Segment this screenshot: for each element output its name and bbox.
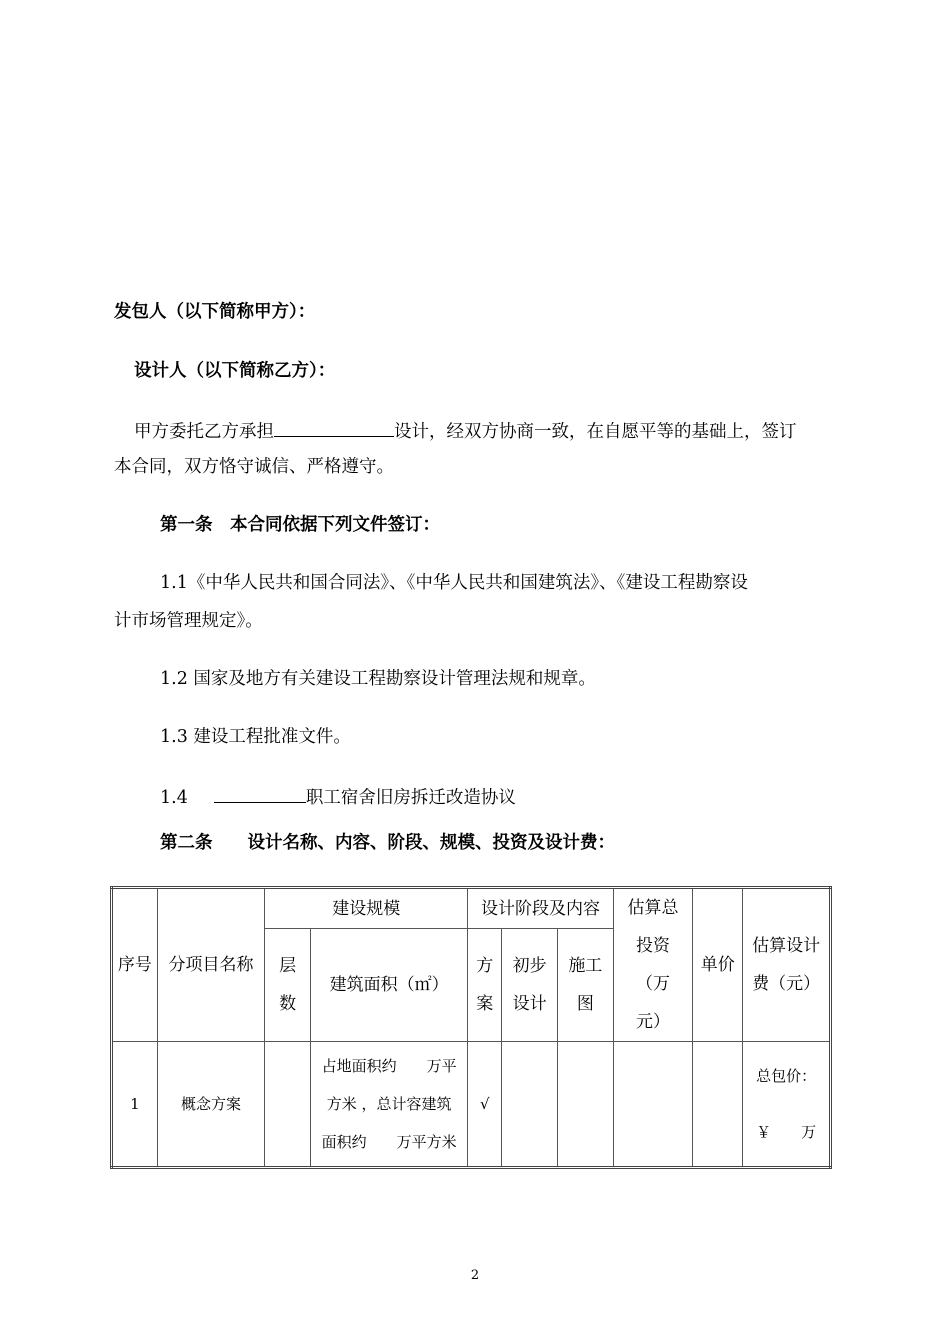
- header-prelim-l1: 初步: [512, 956, 547, 977]
- header-floors: [265, 929, 311, 1042]
- row-area-l3: 面积约 万平方米: [321, 1133, 457, 1151]
- row-area-l1: 占地面积约 万平: [321, 1057, 457, 1075]
- header-stage: 设计阶段及内容: [468, 888, 613, 929]
- item-1-4-number: 1.4: [160, 788, 188, 808]
- row-unit-price: [693, 1042, 743, 1168]
- item-1-4-blank: [214, 784, 306, 803]
- party-a-label: 发包人（以下简称甲方）：: [114, 302, 316, 322]
- header-unit-price: 单价: [693, 888, 743, 1042]
- header-invest-l3: （万: [636, 974, 671, 994]
- item-1-1-line1: 1.1《中华人民共和国合同法》、《中华人民共和国建筑法》、《建设工程勘察设: [160, 573, 748, 593]
- header-area: 建筑面积（㎡）: [311, 929, 468, 1042]
- header-scheme: [468, 929, 502, 1042]
- party-b-label: 设计人（以下简称乙方）：: [134, 361, 336, 381]
- entrust-text-before: 甲方委托乙方承担: [134, 422, 274, 442]
- item-1-4: [160, 784, 516, 809]
- design-fee-table: [110, 886, 832, 1169]
- header-invest-l1: 估算总: [627, 898, 679, 918]
- entrust-paragraph-line1: [134, 418, 797, 443]
- header-seq: 序号: [112, 888, 158, 1042]
- header-fee: [743, 888, 831, 1042]
- row-scheme: √: [468, 1042, 502, 1168]
- row-name: 概念方案: [157, 1042, 264, 1168]
- item-1-2: 1.2 国家及地方有关建设工程勘察设计管理法规和规章。: [160, 669, 596, 689]
- header-construct: [557, 929, 613, 1042]
- row-prelim: [502, 1042, 558, 1168]
- header-item-name: 分项目名称: [157, 888, 264, 1042]
- row-fee: [743, 1042, 831, 1168]
- project-blank: [274, 418, 394, 437]
- item-1-3: 1.3 建设工程批准文件。: [160, 727, 351, 747]
- row-invest: [613, 1042, 693, 1168]
- row-construct: [557, 1042, 613, 1168]
- header-fee-l1: 估算设计: [752, 936, 821, 956]
- header-construct-l1: 施工: [568, 956, 603, 977]
- header-invest-l2: 投资: [636, 936, 671, 956]
- header-invest: [613, 888, 693, 1042]
- header-scheme-l2: 案: [476, 994, 494, 1015]
- row-fee-l2: ￥ 万: [756, 1123, 817, 1141]
- row-fee-l1: 总包价：: [756, 1067, 817, 1085]
- header-construct-l2: 图: [576, 994, 594, 1015]
- article-1-heading: 第一条 本合同依据下列文件签订：: [160, 515, 440, 535]
- header-scheme-l1: 方: [476, 956, 494, 977]
- row-seq: 1: [112, 1042, 158, 1168]
- row-floors: [265, 1042, 311, 1168]
- row-area: [311, 1042, 468, 1168]
- header-floors-l2: 数: [279, 994, 297, 1015]
- item-1-1-line2: 计市场管理规定》。: [114, 611, 263, 631]
- header-floors-l1: 层: [279, 956, 297, 977]
- article-2-heading: 第二条 设计名称、内容、阶段、规模、投资及设计费：: [160, 833, 615, 853]
- header-prelim: [502, 929, 558, 1042]
- page-number: 2: [470, 1268, 480, 1283]
- header-invest-l4: 元）: [636, 1012, 671, 1032]
- item-1-4-text: 职工宿舍旧房拆迁改造协议: [305, 788, 516, 808]
- entrust-paragraph-line2: 本合同，双方恪守诚信、严格遵守。: [114, 457, 394, 477]
- row-area-l2: 方米 ，总计容建筑: [326, 1095, 452, 1113]
- entrust-text-after: 设计，经双方协商一致，在自愿平等的基础上，签订: [394, 422, 797, 442]
- header-scale: 建设规模: [265, 888, 468, 929]
- header-prelim-l2: 设计: [512, 994, 547, 1015]
- table-row: [112, 1042, 831, 1168]
- header-fee-l2: 费（元）: [752, 974, 821, 994]
